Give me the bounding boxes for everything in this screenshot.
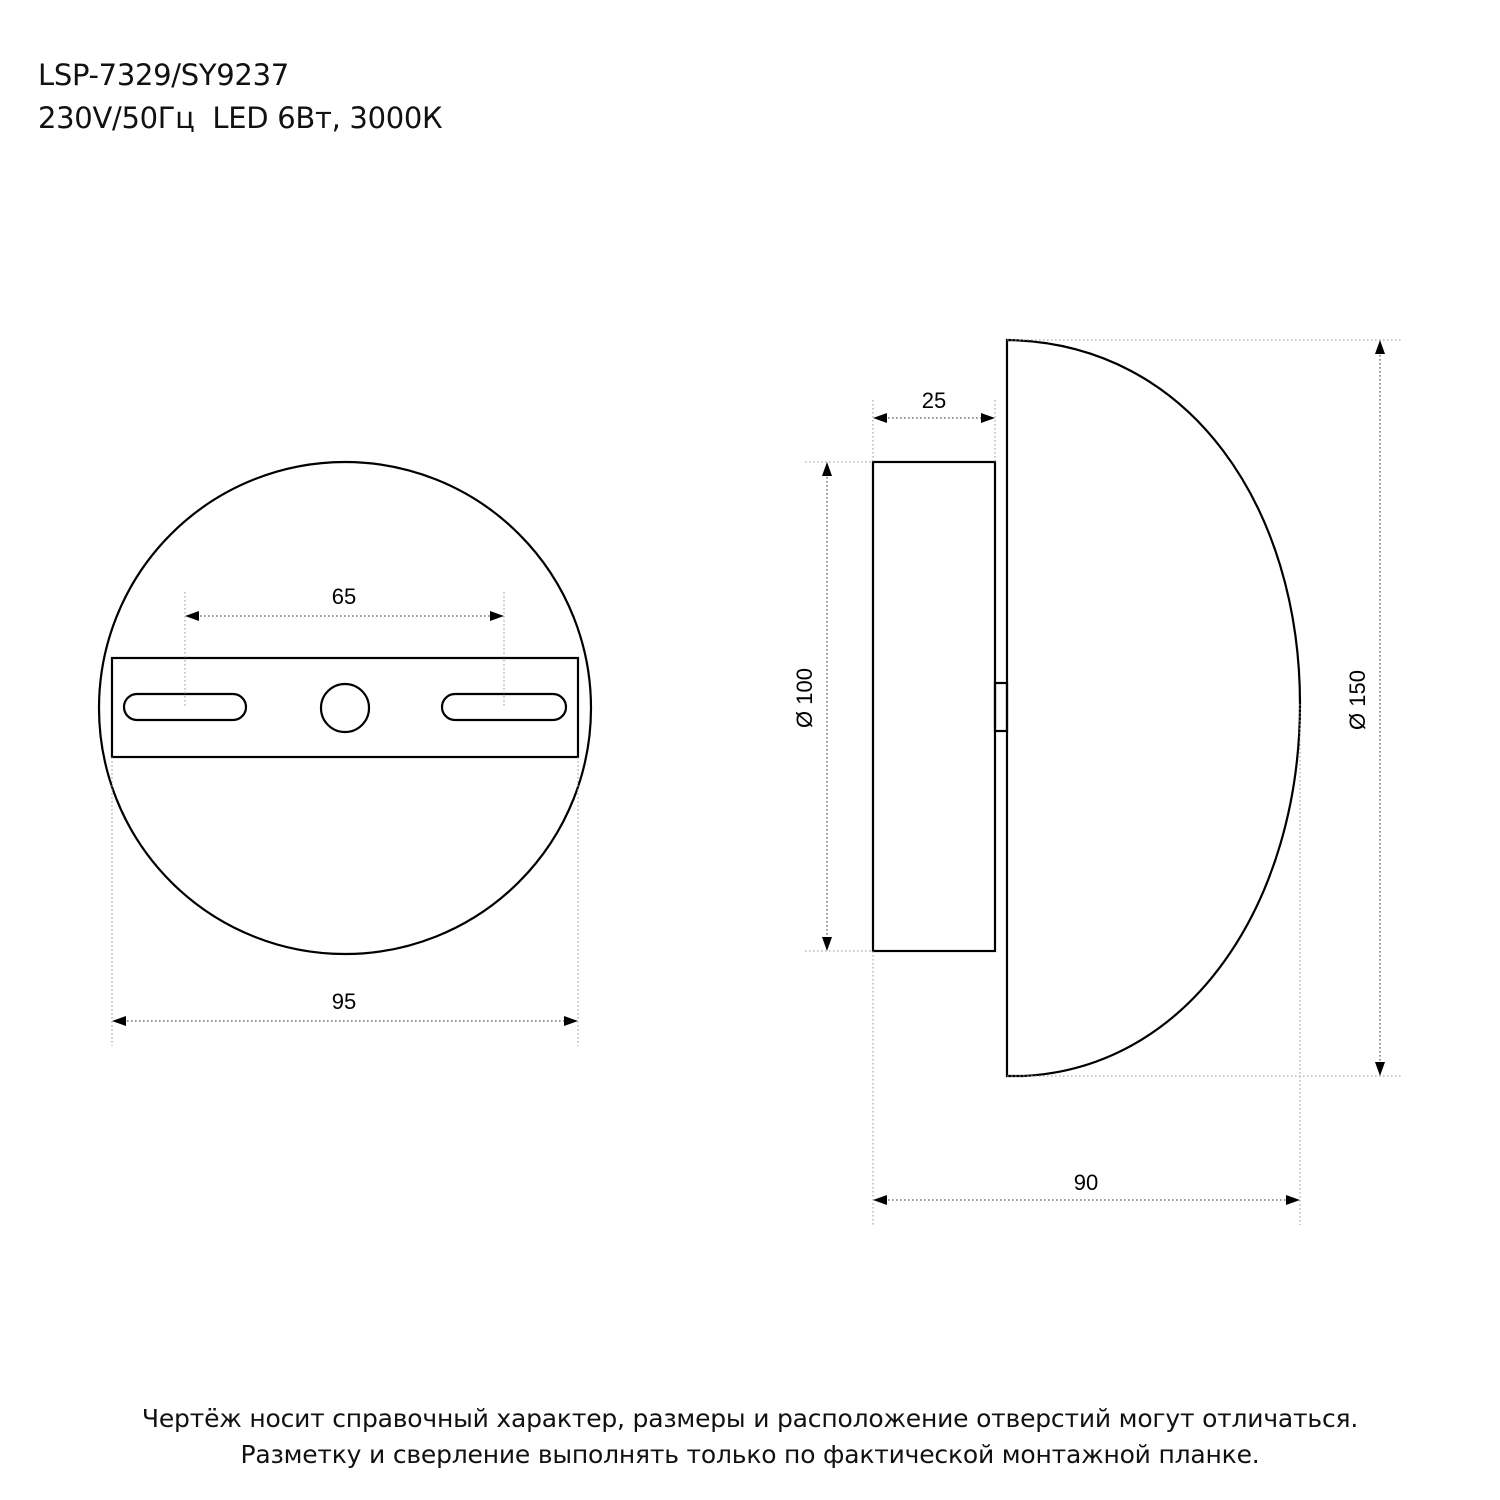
base-diameter-label: Ø 100 [792, 668, 817, 728]
specs-subtitle: 230V/50Гц LED 6Вт, 3000К [38, 101, 443, 135]
disclaimer-line-1: Чертёж носит справочный характер, размеры и расположение отверстий могут отличаться. [141, 1404, 1359, 1433]
slot-spacing-label: 65 [331, 584, 357, 609]
model-title: LSP-7329/SY9237 [38, 58, 289, 92]
base-side-profile [873, 462, 995, 951]
base-diameter-arrow-bottom [822, 937, 832, 951]
mounting-bracket [112, 658, 578, 757]
base-depth-arrow-right [981, 413, 995, 423]
center-cable-hole [321, 684, 369, 732]
overall-depth-arrow-right [1286, 1195, 1300, 1205]
slot-spacing-arrow-right [490, 611, 504, 621]
front-view [99, 462, 591, 1046]
left-mounting-slot [124, 694, 246, 720]
base-width-arrow-left [112, 1016, 126, 1026]
base-width-label: 95 [331, 989, 357, 1014]
base-depth-label: 25 [921, 388, 947, 413]
shade-diameter-arrow-bottom [1375, 1062, 1385, 1076]
shade-profile [1007, 340, 1300, 1076]
overall-depth-label: 90 [1073, 1170, 1099, 1195]
overall-depth-arrow-left [873, 1195, 887, 1205]
slot-spacing-arrow-left [185, 611, 199, 621]
base-outline-circle [99, 462, 591, 954]
connector-stem [995, 683, 1007, 731]
shade-diameter-label: Ø 150 [1345, 670, 1370, 730]
shade-diameter-arrow-top [1375, 340, 1385, 354]
base-width-arrow-right [564, 1016, 578, 1026]
right-mounting-slot [442, 694, 566, 720]
base-depth-arrow-left [873, 413, 887, 423]
side-view [792, 340, 1403, 1225]
base-diameter-arrow-top [822, 462, 832, 476]
disclaimer-line-2: Разметку и сверление выполнять только по фактической монтажной планке. [240, 1440, 1260, 1469]
